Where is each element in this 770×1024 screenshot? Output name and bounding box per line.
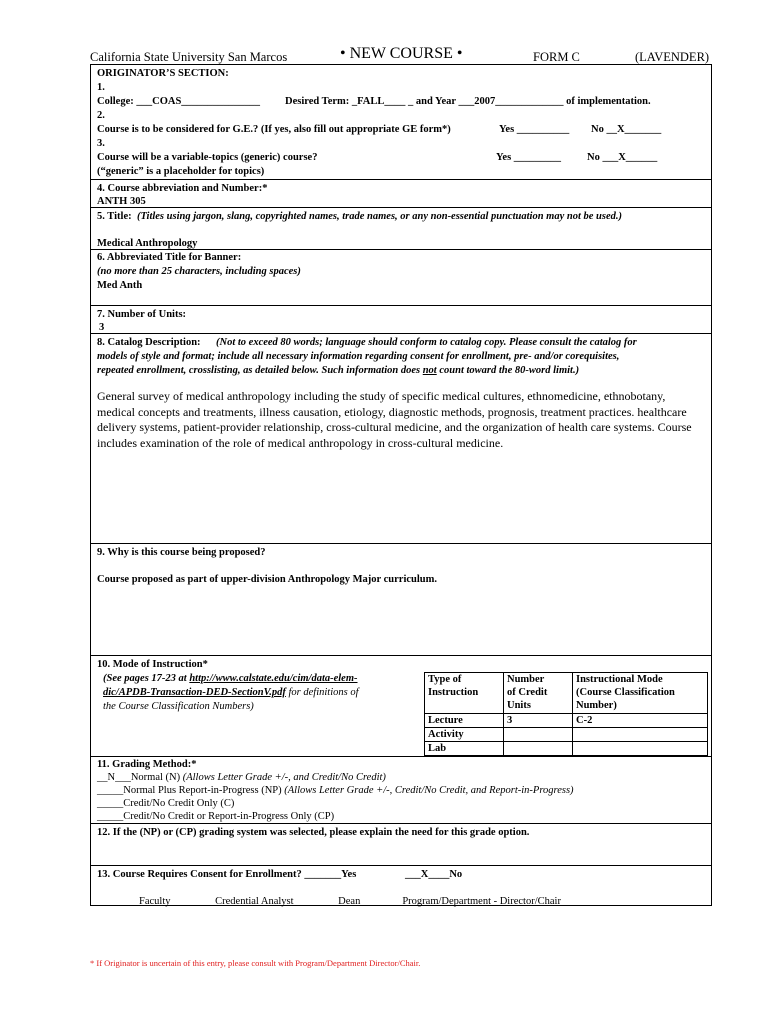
grading-option-credit[interactable]: _____Credit/No Credit Only (C)	[97, 798, 235, 809]
originator-heading: ORIGINATOR’S SECTION:	[97, 68, 229, 79]
grading-label: 11. Grading Method:*	[97, 759, 197, 770]
consent-section	[91, 865, 711, 908]
course-abbreviation-value[interactable]: ANTH 305	[97, 196, 146, 207]
banner-title-note: (no more than 25 characters, including spaces)	[97, 266, 301, 277]
item-2-number: 2.	[97, 110, 105, 121]
course-abbreviation-section	[91, 179, 711, 208]
row-type: Lab	[425, 742, 504, 756]
college-field[interactable]: College: ___COAS_______________	[97, 96, 261, 107]
ge-yes-field[interactable]: Yes __________	[499, 124, 570, 135]
consent-label[interactable]: 13. Course Requires Consent for Enrollment? _______Yes	[97, 869, 357, 880]
title-section	[91, 207, 711, 250]
item-3-number: 3.	[97, 138, 105, 149]
banner-title-section	[91, 249, 711, 306]
form-color: (LAVENDER)	[635, 50, 710, 64]
originator-section	[91, 65, 711, 179]
calstate-link-cont[interactable]: dic/APDB-Transaction-DED-SectionV.pdf	[103, 687, 286, 698]
grading-option-normal[interactable]: __N___Normal (N) (Allows Letter Grade +/-, and Credit/No Credit)	[97, 772, 386, 783]
university-name: California State University San Marcos	[90, 50, 288, 64]
catalog-description-text[interactable]: General survey of medical anthropology including the study of specific medical cultures, ethnomedicine, ethnobotany, medical concepts and treatments, illness causation, etiology, diagnostic methods, prognosis, treatment practices. healthcare delivery systems, patient-provider relationship, cross-cultural medicine, and the organization of health care systems. Course includes examination of the role of medical anthropology in cross-cultural medicine.	[97, 389, 692, 450]
header-units: Number of Credit Units	[504, 673, 573, 714]
catalog-instructions-2: models of style and format; include all necessary information regarding consent for enrollment, pre- and/or corequisites,	[97, 351, 620, 362]
calstate-link[interactable]: http://www.calstate.edu/cim/data-elem-	[189, 673, 358, 684]
np-cp-label: 12. If the (NP) or (CP) grading system was selected, please explain the need for this grade option.	[97, 827, 530, 838]
mode-reference-3: the Course Classification Numbers)	[103, 701, 254, 712]
item-1-number: 1.	[97, 82, 105, 93]
title-value[interactable]: Medical Anthropology	[97, 238, 198, 249]
row-type: Activity	[425, 728, 504, 742]
catalog-instructions-3: repeated enrollment, crosslisting, as detailed below. Such information does not count toward the 80-word limit.)	[97, 365, 580, 376]
catalog-description-section	[91, 333, 711, 544]
title-label: 5. Title:	[97, 211, 132, 222]
form-title: • NEW COURSE •	[340, 45, 463, 62]
catalog-label: 8. Catalog Description:	[97, 337, 201, 348]
grading-method-section	[91, 756, 711, 824]
desired-term-field[interactable]: Desired Term: _FALL____ _ and Year ___2007_____________ of implementation.	[285, 96, 651, 107]
instruction-table	[424, 672, 708, 756]
why-proposed-section	[91, 543, 711, 656]
title-instructions: (Titles using jargon, slang, copyrighted names, trade names, or any non-essential punctuation may not be used.)	[137, 211, 622, 222]
units-label: 7. Number of Units:	[97, 309, 187, 320]
course-abbreviation-label: 4. Course abbreviation and Number:*	[97, 183, 268, 194]
mode-reference-1: (See pages 17-23 at http://www.calstate.edu/cim/data-elem-	[103, 673, 358, 684]
header-type: Type of Instruction	[425, 673, 504, 714]
row-units[interactable]	[504, 742, 573, 756]
row-type: Lecture	[425, 714, 504, 728]
units-value[interactable]: 3	[99, 322, 105, 333]
ge-no-field[interactable]: No __X_______	[591, 124, 662, 135]
table-row	[425, 728, 708, 742]
variable-topics-no-field[interactable]: No ___X______	[587, 152, 658, 163]
footnote: * If Originator is uncertain of this entry, please consult with Program/Department Director/Chair.	[90, 958, 421, 968]
why-proposed-answer[interactable]: Course proposed as part of upper-division Anthropology Major curriculum.	[97, 574, 438, 585]
grading-option-np[interactable]: _____Normal Plus Report-in-Progress (NP) (Allows Letter Grade +/-, Credit/No Credit, and Report-in-Progress)	[97, 785, 574, 796]
mode-of-instruction-section	[91, 655, 711, 757]
row-mode[interactable]	[573, 742, 708, 756]
row-mode[interactable]: C-2	[573, 714, 708, 728]
form-id: FORM C	[533, 50, 580, 64]
banner-title-label: 6. Abbreviated Title for Banner:	[97, 252, 242, 263]
catalog-instructions-1: (Not to exceed 80 words; language should conform to catalog copy. Please consult the catalog for	[216, 337, 637, 348]
mode-label: 10. Mode of Instruction*	[97, 659, 208, 670]
variable-topics-yes-field[interactable]: Yes _________	[496, 152, 562, 163]
row-units[interactable]	[504, 728, 573, 742]
banner-title-value[interactable]: Med Anth	[97, 280, 143, 291]
row-units[interactable]: 3	[504, 714, 573, 728]
variable-topics-question: Course will be a variable-topics (generic) course?	[97, 152, 318, 163]
table-row	[425, 742, 708, 756]
variable-topics-note: (“generic” is a placeholder for topics)	[97, 166, 265, 177]
grading-option-cp[interactable]: _____Credit/No Credit or Report-in-Progress Only (CP)	[97, 811, 335, 822]
consent-no-field[interactable]: ___X____No	[405, 869, 463, 880]
header-mode: Instructional Mode (Course Classification Number)	[573, 673, 708, 714]
course-form	[90, 64, 712, 906]
why-proposed-label: 9. Why is this course being proposed?	[97, 547, 266, 558]
np-cp-explanation-section	[91, 823, 711, 866]
instruction-table-header	[425, 673, 708, 714]
units-section	[91, 305, 711, 334]
row-mode[interactable]	[573, 728, 708, 742]
ge-question: Course is to be considered for G.E.? (If yes, also fill out appropriate GE form*)	[97, 124, 451, 135]
consent-options[interactable]: ________Faculty ________Credential Analyst ________Dean________Program/Department - Director/Chair	[97, 896, 561, 907]
mode-reference-2: dic/APDB-Transaction-DED-SectionV.pdf for definitions of	[103, 687, 359, 698]
table-row	[425, 714, 708, 728]
